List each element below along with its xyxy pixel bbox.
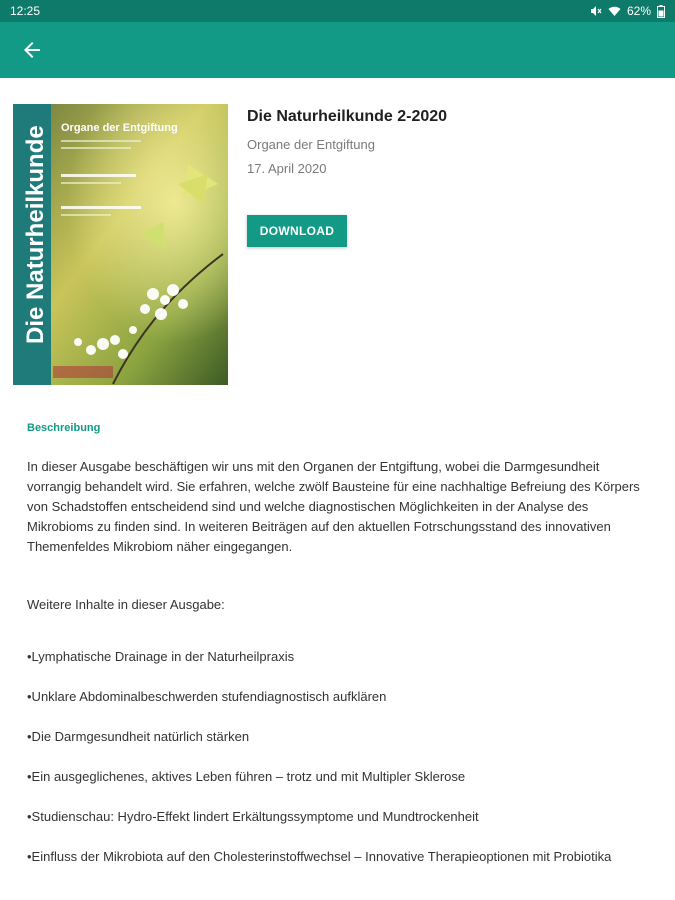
magazine-subtitle: Organe der Entgiftung [247, 137, 375, 152]
description-text: In dieser Ausgabe beschäftigen wir uns mit den Organen der Entgiftung, wobei die Darmgesundheit vorrangig behandelt wird. Sie erfahren, welche zwölf Bausteine für eine nachhaltige Befreiung des Körpers von Schadstoffen entscheidend sind und welche diagnostischen Möglichkeiten in der Analyse des Mikrobioms zu finden sind. In weiteren Beiträgen auf den aktuellen Fotrschungsstand des innovativen Themenfeldes Mikrobiom näher eingegangen. [27, 459, 640, 554]
list-item: •Einfluss der Mikrobiota auf den Cholesterinstoffwechsel – Innovative Therapieoptionen mit Probiotika [27, 849, 612, 864]
status-time: 12:25 [10, 4, 41, 18]
battery-text: 62% [626, 4, 651, 18]
arrow-back-icon [20, 38, 44, 62]
list-item: •Die Darmgesundheit natürlich stärken [27, 729, 250, 744]
magazine-info [247, 106, 657, 178]
contents-list [27, 647, 657, 867]
download-button[interactable]: DOWNLOAD [247, 215, 347, 247]
status-icons [590, 4, 665, 18]
magazine-cover[interactable] [13, 104, 228, 385]
list-item: •Ein ausgeglichenes, aktives Leben führen – trotz und mit Multipler Sklerose [27, 769, 466, 784]
wifi-icon [608, 5, 621, 17]
magazine-date: 17. April 2020 [247, 161, 327, 176]
list-item: •Lymphatische Drainage in der Naturheilpraxis [27, 649, 295, 664]
cover-masthead: Die Naturheilkunde [22, 125, 49, 344]
app-bar [0, 22, 675, 78]
status-bar [0, 0, 675, 22]
cover-headline: Organe der Entgiftung [61, 122, 178, 134]
magazine-title: Die Naturheilkunde 2-2020 [247, 108, 448, 125]
back-button[interactable] [20, 38, 44, 62]
list-item: •Studienschau: Hydro-Effekt lindert Erkältungssymptome und Mundtrockenheit [27, 809, 479, 824]
list-item: •Unklare Abdominalbeschwerden stufendiagnostisch aufklären [27, 689, 387, 704]
mute-icon [590, 5, 602, 17]
battery-icon [657, 5, 665, 18]
further-contents-heading: Weitere Inhalte in dieser Ausgabe: [27, 597, 225, 612]
description-body [27, 457, 657, 887]
description-label: Beschreibung [27, 422, 101, 434]
